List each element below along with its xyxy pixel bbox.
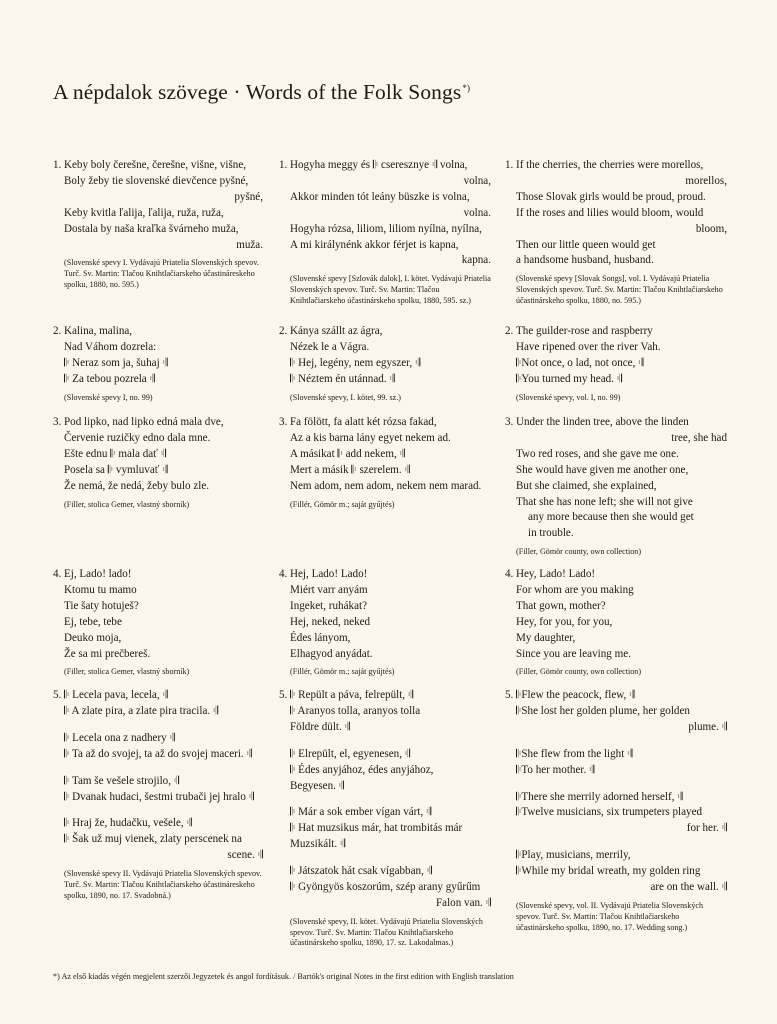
verse-line: 𝄆You turned my head. 𝄇 [516,372,623,385]
verse-line-continuation: are on the wall. 𝄇 [650,881,727,894]
verse-line-continuation: any more because then she would get [528,511,694,524]
verse-line: Elhagyod anyádat. [290,647,373,660]
source-note: (Slovenské spevy [Szlovák dalok], I. kötet. Vydávajú Priatelia Slovenských spevov. Turč. Sv. Martin: Tlačou Knihtlačiarskeho účastinárskeho spolku, 1880, 595. sz.) [290,274,491,305]
song-3-hungarian [279,415,491,510]
verse-line: Those Slovak girls would be proud, proud. [516,190,706,203]
verse-line: Posela sa 𝄆 vymluvať 𝄇 [64,463,168,476]
verse-line: 3. Fa fölött, fa alatt két rózsa fakad, [279,415,491,431]
song-number: 1. [279,159,288,171]
song-number: 2. [53,325,62,337]
verse-line: Have ripened over the river Vah. [516,340,661,353]
verse-line-continuation: morellos, [685,174,727,187]
verse-line: Červenie ruzičky edno dala mne. [64,431,211,444]
verse-line: Muzsikált. 𝄇 [290,838,346,851]
verse-line-continuation: volna. [463,206,491,219]
verse-line: 𝄆 Hat muzsikus már, hat trombitás már [290,822,463,835]
song-number: 4. [53,568,62,580]
song-number: 3. [279,416,288,428]
verse-line: For whom are you making [516,583,634,596]
verse-line: A mi királynénk akkor férjet is kapna, [290,238,459,251]
song-2-slovak [53,324,263,403]
song-3-slovak [53,415,263,510]
verse-line: Since you are leaving me. [516,647,631,660]
song-number: 4. [505,568,514,580]
song-number: 4. [279,568,288,580]
verse-line: Miért varr anyám [290,583,368,596]
verse-line: Dostala by naša kraľka švárneho muža, [64,222,239,235]
verse-line: Ingeket, ruhákat? [290,599,368,612]
verse-line: Nézek le a Vágra. [290,340,370,353]
verse-line: Ktomu tu mamo [64,583,137,596]
verse-line-continuation: volna, [463,174,491,187]
verse-line: Že sa mi prečbereš. [64,647,151,660]
verse-line: 𝄆 Aranyos tolla, aranyos tolla [290,704,421,717]
source-note: (Filler, stolica Gemer, vlastný sborník) [64,667,190,677]
page-title [53,80,470,105]
verse-line: But she claimed, she explained, [516,479,657,492]
song-5-english [505,688,727,933]
verse-line: 𝄆 Hej, legény, nem egyszer, 𝄇 [290,356,421,369]
verse-line: 𝄆 Za tebou pozrela 𝄇 [64,372,155,385]
song-4-english [505,567,727,678]
song-number: 3. [53,416,62,428]
verse-line: Hogyha rózsa, liliom, liliom nyílna, nyílna, [290,222,482,235]
source-note: (Slovenské spevy, I. kötet, 99. sz.) [290,392,401,402]
song-1-hungarian [279,158,491,307]
verse-line: 𝄆 Néztem én utánnad. 𝄇 [290,372,395,385]
song-5-hungarian [279,688,491,949]
verse-line: 𝄆 Hraj že, hudačku, vešele, 𝄇 [64,817,192,830]
verse-line: Že nemá, že nedá, žeby bulo zle. [64,479,210,492]
song-3-english [505,415,727,558]
verse-line: Keby kvitla ľalija, ľalija, ruža, ruža, [64,206,224,219]
verse-line: 2. Kánya szállt az ágra, [279,324,491,340]
verse-line-continuation: plume. 𝄇 [688,720,727,733]
verse-line: Édes lányom, [290,631,351,644]
verse-line: Földre dült. 𝄇 [290,720,350,733]
verse-line: She would have given me another one, [516,463,689,476]
song-5-slovak [53,688,263,902]
verse-line: 𝄆 Tam še vešele strojilo, 𝄇 [64,774,180,787]
verse-line: That gown, mother? [516,599,606,612]
verse-line: 3. Pod lipko, nad lipko edná mala dve, [53,415,263,431]
verse-line: 𝄆 A zlate pira, a zlate pira tracila. 𝄇 [64,704,219,717]
verse-line: 5. 𝄆 Repült a páva, felrepült, 𝄇 [279,688,491,704]
verse-line: 𝄆To her mother. 𝄇 [516,763,595,776]
song-number: 5. [279,689,288,701]
verse-line: 𝄆She lost her golden plume, her golden [516,704,690,717]
verse-line: Ešte ednu 𝄆 mala dať 𝄇 [64,447,167,460]
verse-line: 1. Hogyha meggy és 𝄆 cseresznye 𝄇 volna, [279,158,491,174]
song-1-english [505,158,727,307]
verse-line: 4. Ej, Lado! lado! [53,567,263,583]
verse-line: 𝄆Play, musicians, merrily, [516,849,631,862]
verse-line: 𝄆 Elrepült, el, egyenesen, 𝄇 [290,747,411,760]
verse-line: 𝄆 Lecela ona z nadhery 𝄇 [64,731,175,744]
source-note: (Fillér, Gömör m.; saját gyűjtés) [290,499,395,509]
verse-line: 1. If the cherries, the cherries were morellos, [505,158,727,174]
footnote-text: Az első kiadás végén megjelent szerzői Jegyzetek és angol fordításuk. / Bartók's original Notes in the first edition with English translation [61,972,514,981]
verse-line: If the roses and lilies would bloom, would [516,206,704,219]
song-number: 5. [53,689,62,701]
verse-line: Hey, for you, for you, [516,615,613,628]
source-note: (Fillér, Gömör m.; saját gyűjtés) [290,667,395,677]
verse-line: a handsome husband, husband. [516,254,654,267]
source-note: (Filler, stolica Gemer, vlastný sborník) [64,499,190,509]
verse-line: 5. 𝄆 Lecela pava, lecela, 𝄇 [53,688,263,704]
verse-line: 𝄆She flew from the light 𝄇 [516,747,633,760]
verse-line: 4. Hey, Lado! Lado! [505,567,727,583]
verse-line-continuation: kapna. [461,254,491,267]
source-note: (Slovenské spevy, II. kötet. Vydávajú Priatelia Slovenských spevov. Turč. Sv. Martin: Tlačou Knihtlačiarskeho účastinárskeho spolku, 1890, 17. sz. Lakodalmas.) [290,916,483,948]
verse-line: 3. Under the linden tree, above the linden [505,415,727,431]
song-number: 5. [505,689,514,701]
page-title-text: A népdalok szövege · Words of the Folk Songs [53,80,462,104]
verse-line: 𝄆 Édes anyjához, édes anyjához, [290,763,434,776]
verse-line: 2. The guilder-rose and raspberry [505,324,727,340]
verse-line-continuation: tree, she had [671,431,727,444]
verse-line: Nem adom, nem adom, nekem nem marad. [290,479,482,492]
source-note: (Slovenské spevy, vol. II. Vydávajú Priatelia Slovenských spevov. Turč. Sv. Martin: Tlačou Knihtlačiarskeho účastinárskeho spolku, 1890, no. 17. Wedding song.) [516,900,704,932]
footnote-mark: *) [53,972,60,981]
song-4-slovak [53,567,263,678]
verse-line: A másikat 𝄆 add nekem, 𝄇 [290,447,405,460]
verse-line: Begyesen. 𝄇 [290,779,345,792]
song-number: 2. [279,325,288,337]
source-note: (Slovenské spevy II. Vydávajú Priatelia Slovenských spevov. Turč. Sv. Martin: Tlačou Knihtlačiarskeho účastináreskeho spolku, 1890, no. 17. Svadobná.) [64,869,262,900]
verse-line: 𝄆 Ta až do svojej, ta až do svojej maceri. 𝄇 [64,747,252,760]
verse-line: Akkor minden tót leány büszke is volna, [290,190,470,203]
verse-line: Ej, tebe, tebe [64,615,122,628]
song-2-hungarian [279,324,491,403]
verse-line: 𝄆Not once, o lad, not once, 𝄇 [516,356,644,369]
song-1-slovak [53,158,263,291]
source-note: (Slovenské spevy [Slovak Songs], vol. I. Vydávajú Priatelia Slovenských spevov. Turč. Sv. Martin: Tlačou Knihtlačiarskeho účastinárskeho spolku, 1880, no. 595.) [516,274,723,305]
verse-line: 5. 𝄆Flew the peacock, flew, 𝄇 [505,688,727,704]
song-2-english [505,324,727,403]
verse-line: 𝄆While my bridal wreath, my golden ring [516,865,701,878]
verse-line: 1. Keby boly čerešne, čerešne, višne, višne, [53,158,263,174]
verse-line: That she has none left; she will not give [516,495,693,508]
verse-line: 𝄆 Már a sok ember vígan várt, 𝄇 [290,806,432,819]
song-number: 1. [53,159,62,171]
verse-line: 2. Kalina, malina, [53,324,263,340]
verse-line: Tie šaty hotuješ? [64,599,139,612]
verse-line-continuation: bloom, [695,222,727,235]
song-4-hungarian [279,567,491,678]
source-note: (Slovenské spevy I. Vydávajú Priatelia Slovenských spevov. Turč. Sv. Martin: Tlačou Knihtlačiarskeho účastináreskeho spolku, 1880, no. 595.) [64,258,259,290]
source-note: (Filler, Gömör county, own collection) [516,667,642,677]
verse-line-continuation: in trouble. [528,527,574,540]
verse-line: 𝄆 Šak už muj vienek, zlaty perscenek na [64,833,242,846]
verse-line: Then our little queen would get [516,238,656,251]
verse-line: My daughter, [516,631,576,644]
source-note: (Slovenské spevy, vol. I, no. 99) [516,392,621,402]
verse-line-continuation: for her. 𝄇 [686,822,727,835]
verse-line-continuation: muža. [236,238,263,251]
verse-line: Az a kis barna lány egyet nekem ad. [290,431,451,444]
source-note: (Slovenské spevy I, no. 99) [64,392,153,402]
song-number: 2. [505,325,514,337]
source-note: (Filler, Gömör county, own collection) [516,547,642,557]
verse-line: 𝄆 Neraz som ja, šuhaj 𝄇 [64,356,168,369]
verse-line-continuation: pyšné, [234,190,263,203]
verse-line: 4. Hej, Lado! Lado! [279,567,491,583]
verse-line: Boly žeby tie slovenské dievčence pyšné, [64,174,249,187]
verse-line: 𝄆 Játszatok hát csak vígabban, 𝄇 [290,865,433,878]
verse-line: 𝄆 Dvanak hudaci, šestmi trubači jej hralo 𝄇 [64,790,255,803]
verse-line-continuation: scene. 𝄇 [227,849,263,862]
verse-line: Mert a másik 𝄆 szerelem. 𝄇 [290,463,410,476]
verse-line: Hej, neked, neked [290,615,371,628]
verse-line: Two red roses, and she gave me one. [516,447,679,460]
verse-line: 𝄆 Gyöngyös koszorúm, szép arany gyűrűm [290,881,481,894]
verse-line: 𝄆There she merrily adorned herself, 𝄇 [516,790,683,803]
verse-line: Deuko moja, [64,631,122,644]
song-number: 3. [505,416,514,428]
verse-line: 𝄆Twelve musicians, six trumpeters played [516,806,703,819]
verse-line: Nad Váhom dozrela: [64,340,157,353]
song-number: 1. [505,159,514,171]
title-footnote-mark: *) [462,82,471,93]
verse-line-continuation: Falon van. 𝄇 [436,896,491,909]
footnote [53,972,743,981]
